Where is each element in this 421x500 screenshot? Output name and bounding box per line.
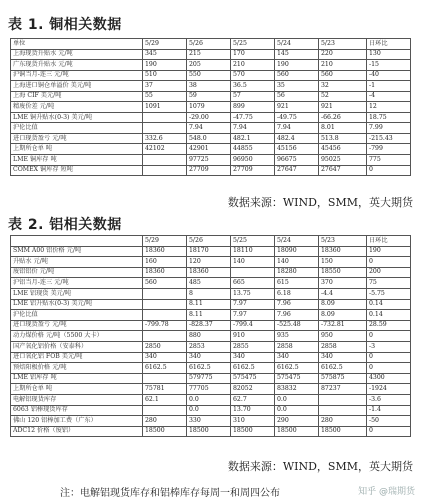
row-label: 精废价差 元/吨 bbox=[11, 102, 143, 113]
row-label: LME 铝升贴水(0-3) 美元/吨 bbox=[11, 299, 143, 310]
data-cell: 2858 bbox=[275, 341, 319, 352]
table-row bbox=[11, 112, 411, 123]
data-cell: 775 bbox=[367, 155, 411, 166]
table-row bbox=[11, 60, 411, 71]
data-cell: 18.75 bbox=[367, 112, 411, 123]
data-cell: -1924 bbox=[367, 384, 411, 395]
data-cell: 330 bbox=[187, 416, 231, 427]
data-cell: -3.6 bbox=[367, 394, 411, 405]
row-label: 沪铜当月-连三 元/吨 bbox=[11, 70, 143, 81]
data-cell: 18170 bbox=[187, 246, 231, 257]
data-cell: 97725 bbox=[187, 155, 231, 166]
row-label: COMEX 铜库存 短吨 bbox=[11, 165, 143, 176]
row-label: 上海 CIF 美元/吨 bbox=[11, 91, 143, 102]
data-cell: 18360 bbox=[319, 246, 367, 257]
row-label: 上海进口铜仓单溢价 美元/吨 bbox=[11, 81, 143, 92]
header-cell: 5/23 bbox=[319, 236, 367, 247]
header-cell: 日环比 bbox=[367, 39, 411, 50]
data-cell: 36.5 bbox=[231, 81, 275, 92]
data-cell: 130 bbox=[367, 49, 411, 60]
data-cell: 950 bbox=[319, 331, 367, 342]
data-cell: 18500 bbox=[143, 426, 187, 437]
data-cell: 35 bbox=[275, 81, 319, 92]
data-cell: 579775 bbox=[187, 373, 231, 384]
data-cell: 0.0 bbox=[275, 394, 319, 405]
table-row bbox=[11, 299, 411, 310]
data-cell: 87237 bbox=[319, 384, 367, 395]
header-cell: 日环比 bbox=[367, 236, 411, 247]
data-cell: 345 bbox=[143, 49, 187, 60]
data-cell: 6162.5 bbox=[231, 363, 275, 374]
data-cell bbox=[231, 267, 275, 278]
data-cell: 332.6 bbox=[143, 133, 187, 144]
data-cell: 75781 bbox=[143, 384, 187, 395]
row-label: 佛山 120 铝棒加工费（广东） bbox=[11, 416, 143, 427]
data-cell: 12 bbox=[367, 102, 411, 113]
footnote: 注：电解铝现货库存和铝棒库存每周一和周四公布 bbox=[60, 488, 280, 499]
data-cell: 27647 bbox=[275, 165, 319, 176]
header-cell: 5/25 bbox=[231, 236, 275, 247]
row-label: 国产氧化铝价格（安泰科） bbox=[11, 341, 143, 352]
data-cell: -40 bbox=[367, 70, 411, 81]
data-cell bbox=[319, 394, 367, 405]
data-cell: 59 bbox=[187, 91, 231, 102]
data-cell: 13.75 bbox=[231, 288, 275, 299]
table-row bbox=[11, 416, 411, 427]
data-cell: 615 bbox=[275, 278, 319, 289]
data-cell: 4300 bbox=[367, 373, 411, 384]
table-row bbox=[11, 288, 411, 299]
table-row bbox=[11, 278, 411, 289]
data-cell: 7.96 bbox=[275, 310, 319, 321]
header-cell: 5/26 bbox=[187, 236, 231, 247]
data-cell: 0.0 bbox=[187, 405, 231, 416]
data-cell: -49.75 bbox=[275, 112, 319, 123]
table-row bbox=[11, 310, 411, 321]
data-cell: 18280 bbox=[275, 267, 319, 278]
table-row bbox=[11, 352, 411, 363]
data-cell: 18360 bbox=[143, 267, 187, 278]
data-cell: 75 bbox=[367, 278, 411, 289]
data-cell: -1.4 bbox=[367, 405, 411, 416]
data-cell: 280 bbox=[319, 416, 367, 427]
row-label: 沪铝当月-连三 元/吨 bbox=[11, 278, 143, 289]
data-cell bbox=[143, 310, 187, 321]
data-cell: 52 bbox=[319, 91, 367, 102]
data-cell: 340 bbox=[275, 352, 319, 363]
data-cell: 170 bbox=[231, 49, 275, 60]
data-cell: 18550 bbox=[319, 267, 367, 278]
data-cell: 18500 bbox=[319, 426, 367, 437]
data-cell: 27647 bbox=[319, 165, 367, 176]
data-cell: 96950 bbox=[231, 155, 275, 166]
header-cell: 5/24 bbox=[275, 39, 319, 50]
table-row bbox=[11, 373, 411, 384]
table-row bbox=[11, 426, 411, 437]
data-cell: 340 bbox=[319, 352, 367, 363]
data-cell bbox=[143, 112, 187, 123]
header-cell: 5/23 bbox=[319, 39, 367, 50]
header-cell: 5/29 bbox=[143, 39, 187, 50]
data-cell: -5.75 bbox=[367, 288, 411, 299]
row-label: 电解铝现货库存 bbox=[11, 394, 143, 405]
data-cell: 0 bbox=[367, 331, 411, 342]
data-cell: 370 bbox=[319, 278, 367, 289]
data-cell: 7.94 bbox=[187, 123, 231, 134]
table-row bbox=[11, 257, 411, 268]
data-cell: 8.11 bbox=[187, 310, 231, 321]
data-cell bbox=[143, 299, 187, 310]
data-cell: 18110 bbox=[231, 246, 275, 257]
data-cell: 95025 bbox=[319, 155, 367, 166]
row-label: LME 铝现货 美元/吨 bbox=[11, 288, 143, 299]
data-cell: 280 bbox=[143, 416, 187, 427]
data-cell: -525.48 bbox=[275, 320, 319, 331]
data-cell: 548.0 bbox=[187, 133, 231, 144]
watermark: 知乎 @瑞期货 bbox=[358, 487, 415, 497]
data-cell: 570 bbox=[231, 70, 275, 81]
data-cell: 62.7 bbox=[231, 394, 275, 405]
data-cell: 2855 bbox=[231, 341, 275, 352]
row-label: ADC12 价格（废铝） bbox=[11, 426, 143, 437]
data-cell: 7.94 bbox=[231, 123, 275, 134]
data-cell: -4.4 bbox=[319, 288, 367, 299]
data-cell: 290 bbox=[275, 416, 319, 427]
row-label: 上海现货升贴水 元/吨 bbox=[11, 49, 143, 60]
data-cell: 27709 bbox=[231, 165, 275, 176]
data-cell: 190 bbox=[367, 246, 411, 257]
row-label: 上期所仓单 吨 bbox=[11, 384, 143, 395]
table-row bbox=[11, 267, 411, 278]
data-cell: -799 bbox=[367, 144, 411, 155]
data-cell: 575475 bbox=[275, 373, 319, 384]
data-cell: 1091 bbox=[143, 102, 187, 113]
data-cell: 18360 bbox=[143, 246, 187, 257]
data-cell bbox=[143, 288, 187, 299]
data-cell: 8.01 bbox=[319, 123, 367, 134]
data-cell: 215 bbox=[187, 49, 231, 60]
data-cell: 513.8 bbox=[319, 133, 367, 144]
data-cell: 200 bbox=[367, 267, 411, 278]
data-cell: 7.97 bbox=[231, 299, 275, 310]
data-cell: -215.43 bbox=[367, 133, 411, 144]
data-cell: 310 bbox=[231, 416, 275, 427]
row-label: 沪伦比值 bbox=[11, 310, 143, 321]
table-header-row bbox=[11, 39, 411, 50]
header-cell: 5/29 bbox=[143, 236, 187, 247]
row-label: 升贴水 元/吨 bbox=[11, 257, 143, 268]
data-cell: 190 bbox=[275, 60, 319, 71]
data-cell: 340 bbox=[187, 352, 231, 363]
data-cell: 140 bbox=[231, 257, 275, 268]
row-label: 预焙阳极价格 元/吨 bbox=[11, 363, 143, 374]
row-label: 动力煤价格 元/吨（5500 大卡） bbox=[11, 331, 143, 342]
table-row bbox=[11, 405, 411, 416]
data-cell bbox=[143, 331, 187, 342]
data-cell: 8.11 bbox=[187, 299, 231, 310]
data-cell bbox=[143, 165, 187, 176]
data-cell: 0.14 bbox=[367, 310, 411, 321]
data-cell: 6162.5 bbox=[187, 363, 231, 374]
data-cell: 2858 bbox=[319, 341, 367, 352]
table-row bbox=[11, 81, 411, 92]
table-row bbox=[11, 49, 411, 60]
header-cell bbox=[11, 236, 143, 247]
data-cell: 45456 bbox=[319, 144, 367, 155]
data-cell: 8.09 bbox=[319, 310, 367, 321]
data-cell: 340 bbox=[231, 352, 275, 363]
data-cell: 160 bbox=[143, 257, 187, 268]
data-cell: 8.09 bbox=[319, 299, 367, 310]
data-cell: 145 bbox=[275, 49, 319, 60]
data-cell bbox=[143, 155, 187, 166]
table-row bbox=[11, 165, 411, 176]
data-cell: 1079 bbox=[187, 102, 231, 113]
data-cell: 482.1 bbox=[231, 133, 275, 144]
data-cell: -799.78 bbox=[143, 320, 187, 331]
data-cell: 7.94 bbox=[275, 123, 319, 134]
data-cell: 28.59 bbox=[367, 320, 411, 331]
table2-source: 数据来源：WIND，SMM，英大期货 bbox=[227, 460, 413, 473]
data-cell: 482.4 bbox=[275, 133, 319, 144]
header-cell: 5/26 bbox=[187, 39, 231, 50]
data-cell: 665 bbox=[231, 278, 275, 289]
data-cell: 13.70 bbox=[231, 405, 275, 416]
data-cell: 38 bbox=[187, 81, 231, 92]
data-cell: 575875 bbox=[319, 373, 367, 384]
table-header-row bbox=[11, 236, 411, 247]
table-row bbox=[11, 331, 411, 342]
data-cell: 0.0 bbox=[187, 394, 231, 405]
data-cell bbox=[143, 373, 187, 384]
data-cell: 120 bbox=[187, 257, 231, 268]
data-cell: 899 bbox=[231, 102, 275, 113]
data-cell: 560 bbox=[319, 70, 367, 81]
data-cell: 0 bbox=[367, 352, 411, 363]
data-cell: 510 bbox=[143, 70, 187, 81]
data-cell: 44855 bbox=[231, 144, 275, 155]
data-cell: 55 bbox=[143, 91, 187, 102]
row-label: LME 铜升贴水(0-3) 美元/吨 bbox=[11, 112, 143, 123]
data-cell: -3 bbox=[367, 341, 411, 352]
data-cell: 6162.5 bbox=[319, 363, 367, 374]
row-label: 上期所仓单 吨 bbox=[11, 144, 143, 155]
data-cell: 56 bbox=[275, 91, 319, 102]
data-cell bbox=[143, 405, 187, 416]
table-row bbox=[11, 123, 411, 134]
table-row bbox=[11, 91, 411, 102]
row-label: SMM A00 铝价格 元/吨 bbox=[11, 246, 143, 257]
data-cell: 140 bbox=[275, 257, 319, 268]
table-row bbox=[11, 394, 411, 405]
data-cell: 0 bbox=[367, 257, 411, 268]
aluminum-data-table bbox=[10, 235, 411, 437]
data-cell: 485 bbox=[187, 278, 231, 289]
data-cell: 27709 bbox=[187, 165, 231, 176]
table-row bbox=[11, 144, 411, 155]
data-cell: 77705 bbox=[187, 384, 231, 395]
data-cell: 8 bbox=[187, 288, 231, 299]
data-cell: 0.0 bbox=[275, 405, 319, 416]
table-row bbox=[11, 155, 411, 166]
data-cell: 210 bbox=[231, 60, 275, 71]
data-cell: -828.37 bbox=[187, 320, 231, 331]
data-cell: -4 bbox=[367, 91, 411, 102]
row-label: 广东现货升贴水 元/吨 bbox=[11, 60, 143, 71]
row-label: LME 铜库存 吨 bbox=[11, 155, 143, 166]
data-cell: 7.97 bbox=[231, 310, 275, 321]
data-cell: 921 bbox=[319, 102, 367, 113]
data-cell: -50 bbox=[367, 416, 411, 427]
data-cell: 57 bbox=[231, 91, 275, 102]
data-cell: 220 bbox=[319, 49, 367, 60]
row-label: 废铝铝价 元/吨 bbox=[11, 267, 143, 278]
row-label: 6063 铝棒现货库存 bbox=[11, 405, 143, 416]
table-row bbox=[11, 102, 411, 113]
data-cell: 935 bbox=[275, 331, 319, 342]
data-cell: 0 bbox=[367, 165, 411, 176]
copper-data-table bbox=[10, 38, 411, 176]
data-cell: 190 bbox=[143, 60, 187, 71]
data-cell: 2853 bbox=[187, 341, 231, 352]
data-cell: 2850 bbox=[143, 341, 187, 352]
table-row bbox=[11, 341, 411, 352]
data-cell: 880 bbox=[187, 331, 231, 342]
data-cell: 560 bbox=[143, 278, 187, 289]
data-cell: 6162.5 bbox=[275, 363, 319, 374]
row-label: LME 铝库存 吨 bbox=[11, 373, 143, 384]
data-cell: 18500 bbox=[275, 426, 319, 437]
data-cell: 150 bbox=[319, 257, 367, 268]
data-cell: 18360 bbox=[187, 267, 231, 278]
data-cell: 6.18 bbox=[275, 288, 319, 299]
data-cell: 575475 bbox=[231, 373, 275, 384]
data-cell: -66.26 bbox=[319, 112, 367, 123]
table1-title: 表 1. 铜相关数据 bbox=[8, 17, 122, 33]
data-cell bbox=[319, 405, 367, 416]
row-label: 进口现货盈亏 元/吨 bbox=[11, 320, 143, 331]
data-cell bbox=[143, 123, 187, 134]
data-cell: 18090 bbox=[275, 246, 319, 257]
data-cell: 96675 bbox=[275, 155, 319, 166]
data-cell: 18500 bbox=[187, 426, 231, 437]
data-cell: -799.4 bbox=[231, 320, 275, 331]
data-cell: 83832 bbox=[275, 384, 319, 395]
data-cell: 82052 bbox=[231, 384, 275, 395]
table-row bbox=[11, 133, 411, 144]
header-cell: 单位 bbox=[11, 39, 143, 50]
row-label: 进口现货盈亏 元/吨 bbox=[11, 133, 143, 144]
table-row bbox=[11, 70, 411, 81]
data-cell: 910 bbox=[231, 331, 275, 342]
data-cell: -47.75 bbox=[231, 112, 275, 123]
data-cell: 550 bbox=[187, 70, 231, 81]
data-cell: -732.81 bbox=[319, 320, 367, 331]
data-cell: 7.96 bbox=[275, 299, 319, 310]
table-row bbox=[11, 384, 411, 395]
data-cell: 560 bbox=[275, 70, 319, 81]
table1-source: 数据来源：WIND，SMM，英大期货 bbox=[227, 196, 413, 209]
data-cell: 37 bbox=[143, 81, 187, 92]
table-row bbox=[11, 246, 411, 257]
data-cell: 0 bbox=[367, 426, 411, 437]
table-row bbox=[11, 320, 411, 331]
row-label: 进口氧化铝 FOB 美元/吨 bbox=[11, 352, 143, 363]
header-cell: 5/24 bbox=[275, 236, 319, 247]
data-cell: -15 bbox=[367, 60, 411, 71]
data-cell: 42102 bbox=[143, 144, 187, 155]
data-cell: -29.00 bbox=[187, 112, 231, 123]
table-row bbox=[11, 363, 411, 374]
data-cell: 45156 bbox=[275, 144, 319, 155]
data-cell: 7.99 bbox=[367, 123, 411, 134]
data-cell: 62.1 bbox=[143, 394, 187, 405]
row-label: 沪伦比值 bbox=[11, 123, 143, 134]
data-cell: 210 bbox=[319, 60, 367, 71]
data-cell: -1 bbox=[367, 81, 411, 92]
data-cell: 0.14 bbox=[367, 299, 411, 310]
data-cell: 205 bbox=[187, 60, 231, 71]
data-cell: 32 bbox=[319, 81, 367, 92]
header-cell: 5/25 bbox=[231, 39, 275, 50]
data-cell: 6162.5 bbox=[143, 363, 187, 374]
table2-title: 表 2. 铝相关数据 bbox=[8, 217, 122, 233]
data-cell: 0 bbox=[367, 363, 411, 374]
data-cell: 42901 bbox=[187, 144, 231, 155]
data-cell: 921 bbox=[275, 102, 319, 113]
data-cell: 340 bbox=[143, 352, 187, 363]
data-cell: 18500 bbox=[231, 426, 275, 437]
